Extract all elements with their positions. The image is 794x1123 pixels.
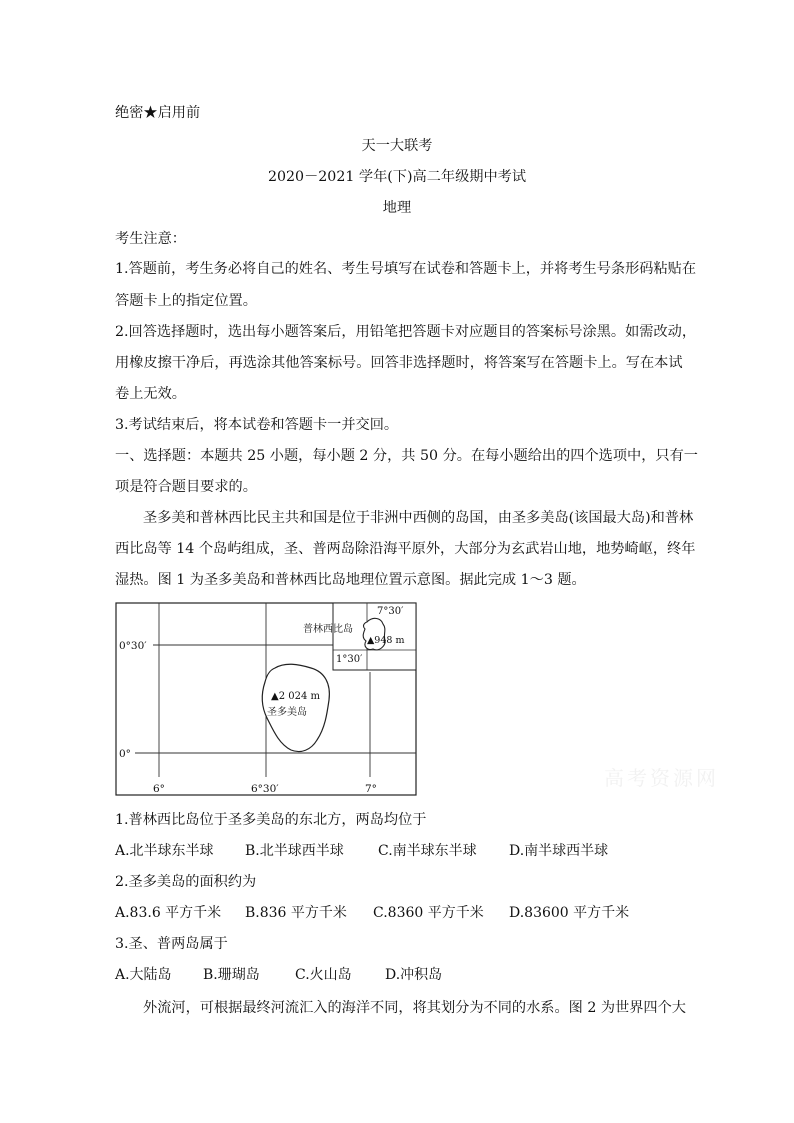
section-heading-cont: 项是符合题目要求的。 [115,479,257,495]
passage-1-line-1: 圣多美和普林西比民主共和国是位于非洲中西侧的岛国，由圣多美岛(该国最大岛)和普林 [143,510,694,526]
notice-item-2-cont2: 卷上无效。 [115,386,186,402]
subject-title: 地理 [382,200,412,216]
q2-option-d: D.83600 平方千米 [509,905,630,921]
sao-tome-peak-label: ▲2 024 m [271,691,320,702]
q3-option-a: A.大陆岛 [115,967,172,983]
section-heading: 一、选择题：本题共 25 小题，每小题 2 分，共 50 分。在每小题给出的四个选项中，只有一 [115,448,698,464]
label-lon-6: 6° [153,783,165,795]
question-2: 2.圣多美岛的面积约为 [115,874,257,890]
notice-item-2: 2.回答选择题时，选出每小题答案后，用铅笔把答题卡对应题目的答案标号涂黑。如需改动， [115,324,697,340]
passage-1-line-3: 湿热。图 1 为圣多美岛和普林西比岛地理位置示意图。据此完成 1～3 题。 [115,572,586,588]
passage-1-line-2: 西比岛等 14 个岛屿组成，圣、普两岛除沿海平原外，大部分为玄武岩山地，地势崎岖，终年 [115,541,696,557]
label-lon-6-30: 6°30′ [251,783,279,795]
label-inset-lat: 1°30′ [336,654,363,665]
label-lat-0-30: 0°30′ [119,640,147,652]
q1-option-c: C.南半球东半球 [378,843,477,859]
label-sao-tome: 圣多美岛 [267,707,307,718]
q1-option-d: D.南半球西半球 [509,843,609,859]
exam-organizer: 天一大联考 [361,138,433,154]
figure-1-map [115,602,418,798]
notice-title: 考生注意： [115,231,186,247]
principe-peak-label: ▲948 m [367,635,405,646]
label-inset-lon: 7°30′ [377,606,404,617]
question-3: 3.圣、普两岛属于 [115,936,228,952]
q2-option-c: C.8360 平方千米 [373,905,484,921]
q3-option-d: D.冲积岛 [385,967,443,983]
question-1: 1.普林西比岛位于圣多美岛的东北方，两岛均位于 [115,812,427,828]
q1-option-a: A.北半球东半球 [115,843,214,859]
notice-item-1-cont: 答题卡上的指定位置。 [115,293,257,309]
q2-option-b: B.836 平方千米 [245,905,347,921]
exam-title: 2020－2021 学年(下)高二年级期中考试 [267,169,527,185]
confidential-mark: 绝密★启用前 [115,105,201,121]
label-lon-7: 7° [365,783,377,795]
q3-option-b: B.珊瑚岛 [203,967,260,983]
label-principe: 普林西比岛 [303,624,353,635]
label-lat-0: 0° [119,748,131,760]
q3-option-c: C.火山岛 [295,967,352,983]
notice-item-1: 1.答题前，考生务必将自己的姓名、考生号填写在试卷和答题卡上，并将考生号条形码粘贴在 [115,261,697,277]
watermark-text: 高考资源网 [604,766,719,790]
q1-option-b: B.北半球西半球 [245,843,344,859]
q2-option-a: A.83.6 平方千米 [115,905,222,921]
passage-2-line-1: 外流河，可根据最终河流汇入的海洋不同，将其划分为不同的水系。图 2 为世界四个大 [143,1000,686,1016]
notice-item-3: 3.考试结束后，将本试卷和答题卡一并交回。 [115,417,399,433]
notice-item-2-cont: 用橡皮擦干净后，再选涂其他答案标号。回答非选择题时，将答案写在答题卡上。写在本试 [115,355,683,371]
